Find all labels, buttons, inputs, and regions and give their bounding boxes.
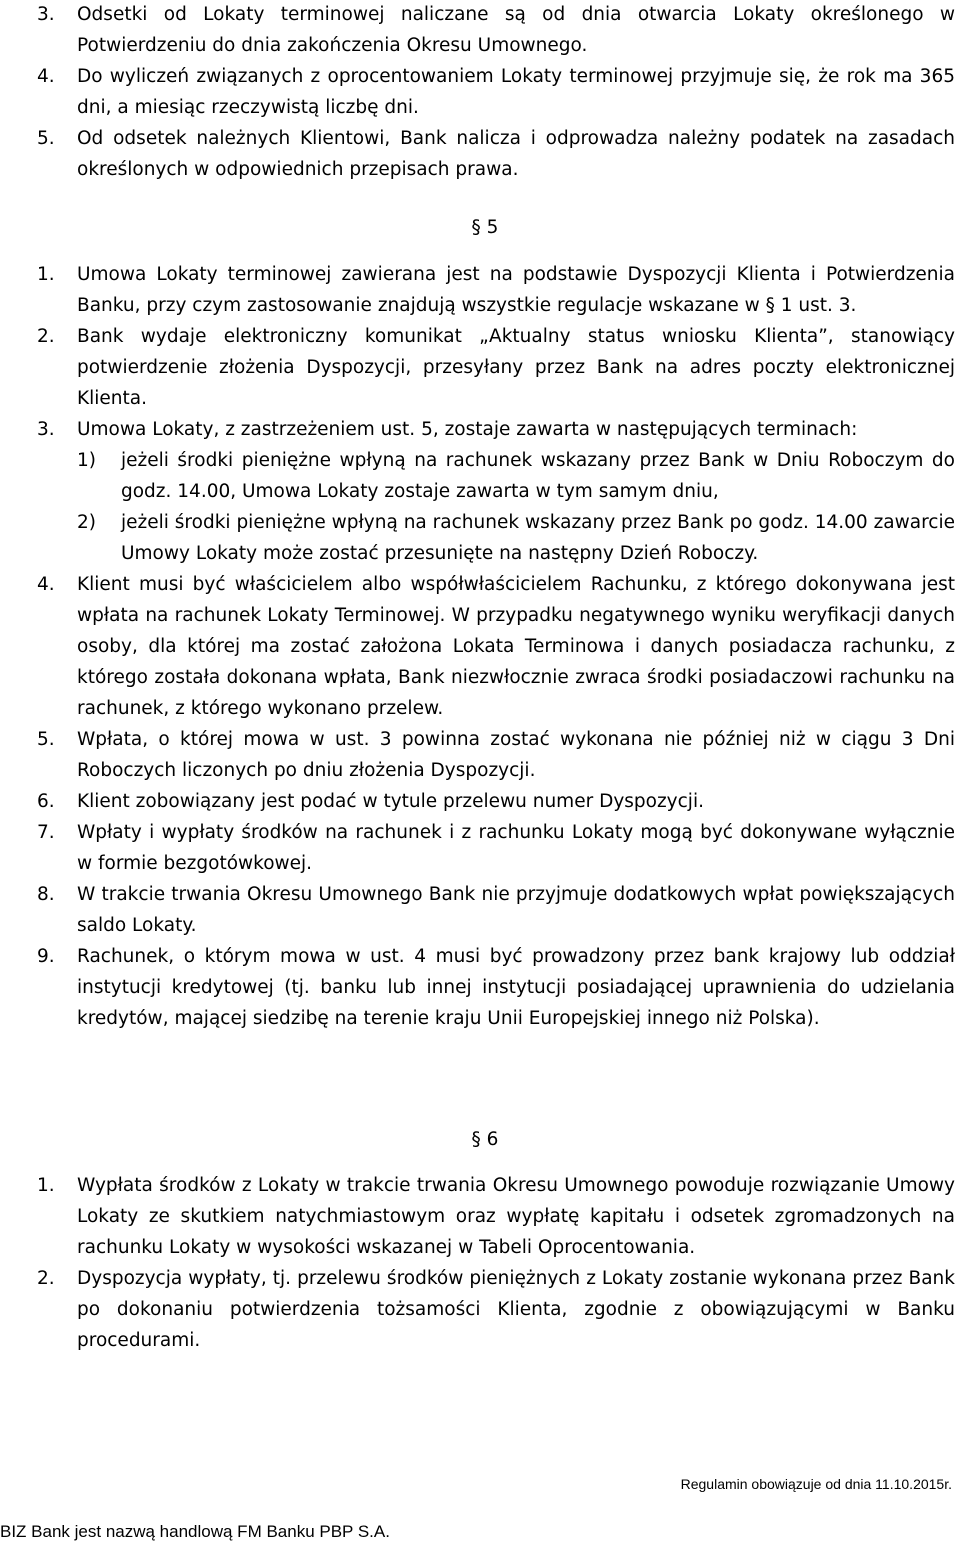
sub-list-item: 2) jeżeli środki pieniężne wpłyną na rachunek wskazany przez Bank po godz. 14.00 zawarcie Umowy Lokaty może zostać przesunięte na następny Dzień Roboczy. <box>77 512 955 564</box>
list-item: 7. Wpłaty i wypłaty środków na rachunek i z rachunku Lokaty mogą być dokonywane wyłącznie w formie bezgotówkowej. <box>37 822 955 874</box>
sub-list-item: 1) jeżeli środki pieniężne wpłyną na rachunek wskazany przez Bank w Dniu Roboczym do godz. 14.00, Umowa Lokaty zostaje zawarta w tym samym dniu, <box>77 450 955 502</box>
list-item: 2. Bank wydaje elektroniczny komunikat „Aktualny status wniosku Klienta”, stanowiący potwierdzenie złożenia Dyspozycji, przesyłany przez Bank na adres poczty elektronicznej Klienta. <box>37 326 955 409</box>
list-item: 3. Umowa Lokaty, z zastrzeżeniem ust. 5, zostaje zawarta w następujących terminach: 1) jeżeli środki pieniężne wpłyną na rachunek wskazany przez Bank w Dniu Roboczym do godz. 14.00, Umowa Lokaty zostaje zawarta w tym samym dniu, 2) jeżeli środki pieniężne wpłyną na rachunek wskazany przez Bank po godz. 14.00 zawarcie Umowy Lokaty może zostać przesunięte na następny Dzień Roboczy. <box>37 414 955 569</box>
list-item: 1. Umowa Lokaty terminowej zawierana jest na podstawie Dyspozycji Klienta i Potwierdzenia Banku, przy czym zastosowanie znajdują wszystkie regulacje wskazane w § 1 ust. 3. <box>37 264 955 316</box>
section-5-list <box>37 259 955 1034</box>
section-6-heading: § 6 <box>471 1129 499 1150</box>
list-item: 3. Odsetki od Lokaty terminowej naliczane są od dnia otwarcia Lokaty określonego w Potwierdzeniu do dnia zakończenia Okresu Umownego. <box>37 4 955 56</box>
section-5-heading: § 5 <box>471 217 499 238</box>
sub-list <box>77 445 955 569</box>
top-list <box>37 0 955 185</box>
section-6-list <box>37 1170 955 1356</box>
list-item: 9. Rachunek, o którym mowa w ust. 4 musi być prowadzony przez bank krajowy lub oddział instytucji kredytowej (tj. banku lub innej instytucji posiadającej uprawnienia do udzielania kredytów, mającej siedzibę na terenie kraju Unii Europejskiej innego niż Polska). <box>37 946 955 1029</box>
list-item: 5. Wpłata, o której mowa w ust. 3 powinna zostać wykonana nie później niż w ciągu 3 Dni Roboczych liczonych po dniu złożenia Dyspozycji. <box>37 729 955 781</box>
list-item: 6. Klient zobowiązany jest podać w tytule przelewu numer Dyspozycji. <box>37 791 704 812</box>
brand-note: BIZ Bank jest nazwą handlową FM Banku PBP S.A. <box>0 1522 390 1541</box>
list-item: 8. W trakcie trwania Okresu Umownego Bank nie przyjmuje dodatkowych wpłat powiększających saldo Lokaty. <box>37 884 955 936</box>
list-item: 1. Wypłata środków z Lokaty w trakcie trwania Okresu Umownego powoduje rozwiązanie Umowy Lokaty ze skutkiem natychmiastowym oraz wypłatę kapitału i odsetek zgromadzonych na rachunku Lokaty w wysokości wskazanej w Tabeli Oprocentowania. <box>37 1175 955 1258</box>
regulation-date: Regulamin obowiązuje od dnia 11.10.2015r. <box>680 1476 952 1492</box>
list-item: 5. Od odsetek należnych Klientowi, Bank nalicza i odprowadza należny podatek na zasadach określonych w odpowiednich przepisach prawa. <box>37 128 955 180</box>
list-item: 2. Dyspozycja wypłaty, tj. przelewu środków pieniężnych z Lokaty zostanie wykonana przez Bank po dokonaniu potwierdzenia tożsamości Klienta, zgodnie z obowiązującymi w Banku procedurami. <box>37 1268 955 1351</box>
list-item: 4. Do wyliczeń związanych z oprocentowaniem Lokaty terminowej przyjmuje się, że rok ma 365 dni, a miesiąc rzeczywistą liczbę dni. <box>37 66 955 118</box>
list-item: 4. Klient musi być właścicielem albo współwłaścicielem Rachunku, z którego dokonywana jest wpłata na rachunek Lokaty Terminowej. W przypadku negatywnego wyniku weryfikacji danych osoby, dla której ma zostać założona Lokata Terminowa i danych posiadacza rachunku, z którego została dokonana wpłata, Bank niezwłocznie zwraca środki posiadaczowi rachunku na rachunek, z którego wykonano przelew. <box>37 574 955 719</box>
